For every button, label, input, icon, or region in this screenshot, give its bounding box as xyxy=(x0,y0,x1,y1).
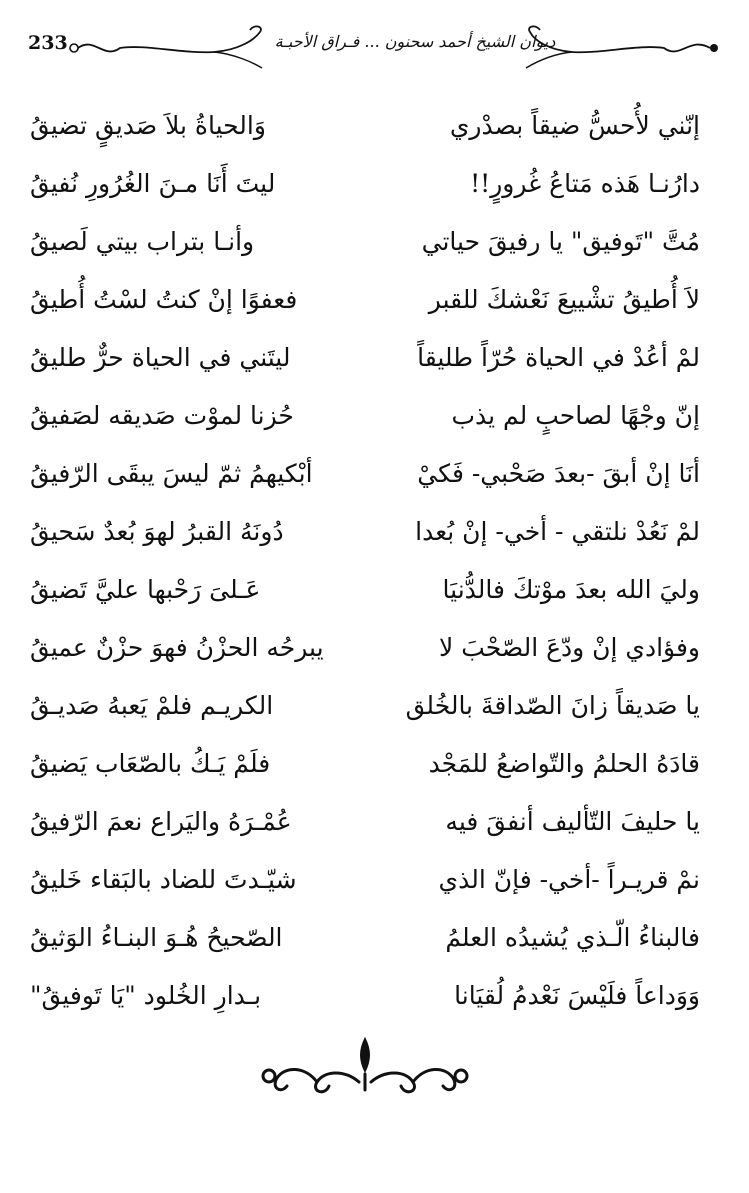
verse xyxy=(30,501,720,559)
verse-second-hemistich: أبْكيهمُ ثمّ ليسَ يبقَى الرّفيقُ xyxy=(30,459,313,488)
verse xyxy=(30,327,720,385)
verse-first-hemistich: إنّني لأُحسُّ ضيقاً بصدْري xyxy=(449,111,700,140)
verse xyxy=(30,675,720,733)
verse-second-hemistich: فعفوًا إنْ كنتُ لسْتُ أُطيقُ xyxy=(30,285,298,314)
verse xyxy=(30,791,720,849)
verse xyxy=(30,733,720,791)
verse-first-hemistich: قادَهُ الحلمُ والتّواضعُ للمَجْد xyxy=(428,749,700,778)
verse-first-hemistich: وَوَداعاً فلَيْسَ نَعْدمُ لُقيَانا xyxy=(454,981,700,1010)
verse-second-hemistich: دُونَهُ القبرُ لهوَ بُعدٌ سَحيقُ xyxy=(30,517,284,546)
verse-first-hemistich: لاَ أُطيقُ تشْييعَ نَعْشكَ للقبر xyxy=(428,285,700,314)
verse-second-hemistich: يبرحُه الحزْنُ فهوَ حزْنٌ عميقُ xyxy=(30,633,324,662)
verse xyxy=(30,965,720,1023)
verse xyxy=(30,95,720,153)
verse-first-hemistich: فالبناءُ الّـذي يُشيدُه العلمُ xyxy=(445,923,700,952)
verse-second-hemistich: ليتَ أَنَا مـنَ الغُرُورِ نُفيقُ xyxy=(30,169,276,198)
verse-first-hemistich: يا صَديقاً زانَ الصّداقةَ بالخُلق xyxy=(405,691,700,720)
verse-second-hemistich: وَالحياةُ بلاَ صَديقٍ تضيقُ xyxy=(30,111,266,140)
fleuron-divider-icon xyxy=(255,1030,475,1100)
verse-first-hemistich: لمْ نَعُدْ نلتقي - أخي- إنْ بُعدا xyxy=(415,517,700,546)
verse-first-hemistich: مُتَّ "تَوفيق" يا رفيقَ حياتي xyxy=(421,227,700,256)
verse xyxy=(30,211,720,269)
verse-second-hemistich: حُزنا لموْت صَديقه لصَفيقُ xyxy=(30,401,294,430)
header-flourish-left-icon xyxy=(64,18,274,78)
verse-second-hemistich: الكريـم فلمْ يَعبهُ صَديـقُ xyxy=(30,691,274,720)
verse-second-hemistich: وأنـا بتراب بيتي لَصيقُ xyxy=(30,227,255,256)
verse-first-hemistich: إنّ وجْهًا لصاحبٍ لم يذب xyxy=(451,401,700,430)
verse xyxy=(30,443,720,501)
verse-first-hemistich: يا حليفَ التّأليف أنفقَ فيه xyxy=(445,807,700,836)
verse-first-hemistich: نمْ قريـراً -أخي- فإنّ الذي xyxy=(438,865,700,894)
verse xyxy=(30,849,720,907)
page-header xyxy=(20,18,725,78)
verse-first-hemistich: دارُنـا هَذه مَتاعُ غُرورٍ!! xyxy=(470,169,700,198)
verse-second-hemistich: شيّـدتَ للضاد بالبَقاء خَليقُ xyxy=(30,865,297,894)
verse-second-hemistich: بـدارِ الخُلود "يَا تَوفيقُ" xyxy=(30,981,262,1010)
verse xyxy=(30,269,720,327)
verse-first-hemistich: وليَ الله بعدَ موْتكَ فالدُّنيَا xyxy=(442,575,700,604)
verse xyxy=(30,385,720,443)
running-title: ديوان الشيخ أحمد سحنون ... فـراق الأحبـة xyxy=(274,32,556,51)
verse-first-hemistich: وفؤادي إنْ ودّعَ الصّحْبَ لا xyxy=(439,633,700,662)
verse-second-hemistich: عُمْـرَهُ واليَراع نعمَ الرّفيقُ xyxy=(30,807,292,836)
verse-second-hemistich: الصّحيحُ هُـوَ البنـاءُ الوَثيقُ xyxy=(30,923,283,952)
verse xyxy=(30,907,720,965)
verse-second-hemistich: عَـلىَ رَحْبها عليَّ تَضيقُ xyxy=(30,575,261,604)
verse-second-hemistich: فلَمْ يَـكُ بالصّعَاب يَضيقُ xyxy=(30,749,271,778)
page-number: 233 xyxy=(28,32,68,54)
header-flourish-right-icon xyxy=(520,18,720,78)
verse xyxy=(30,153,720,211)
verse xyxy=(30,617,720,675)
verse-first-hemistich: أنَا إنْ أبقَ -بعدَ صَحْبي- فَكيْ xyxy=(417,459,700,488)
verse-first-hemistich: لمْ أعُدْ في الحياة حُرّاً طليقاً xyxy=(417,343,700,372)
poem xyxy=(30,95,720,1023)
verse-second-hemistich: ليتَني في الحياة حرٌّ طليقُ xyxy=(30,343,291,372)
verse xyxy=(30,559,720,617)
